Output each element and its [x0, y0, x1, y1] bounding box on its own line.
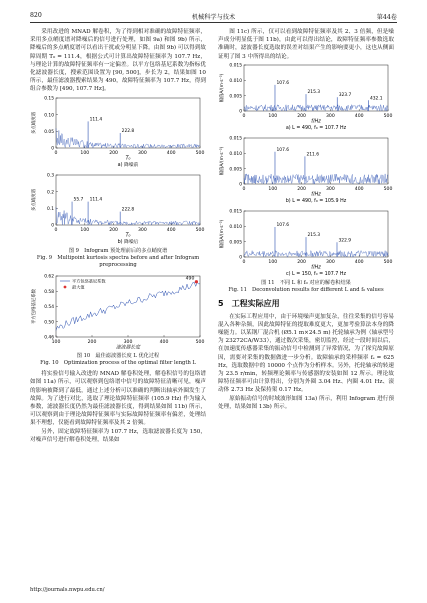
x-axis-label: 滤波器长度	[116, 345, 140, 351]
x-tick-label: 400	[166, 150, 176, 156]
max-point	[195, 280, 198, 283]
subfigure-label: a) L = 490, f₀ = 107.7 Hz	[285, 125, 347, 131]
x-axis-label: f/Hz	[311, 192, 321, 198]
x-tick-label: 0	[54, 227, 58, 233]
x-tick-label: 200	[297, 187, 306, 193]
annotation-label: 222.8	[121, 207, 135, 213]
x-tick-label: 200	[297, 260, 306, 266]
y-tick-label: 0	[239, 109, 242, 115]
y-tick-label: 0.15	[44, 96, 54, 102]
y-tick-label: 0.010	[229, 151, 242, 157]
subfigure-label: a) 降噪前	[117, 162, 139, 168]
x-tick-label: 200	[109, 227, 118, 233]
annotation-label: 107.6	[276, 223, 290, 229]
paragraph: 图 11c) 所示，仅可以看到故障特征频率及其 2、3 倍频，但是噪声成分明显低于图 11b)，由此可以得出结论，故障特征频率参数选取准确时，滤波器长度选取的误差对结果产生的影响要更小，这也从侧面证明了图 3 中所得出的结论。	[218, 29, 394, 60]
y-tick-label: 0.005	[229, 240, 242, 246]
plot-frame	[244, 65, 388, 111]
x-tick-label: 0	[242, 187, 246, 193]
x-tick-label: 300	[326, 187, 335, 193]
y-axis-label: 多点峭度谱	[32, 111, 37, 134]
journal-name: 机械科学与技术	[191, 14, 236, 21]
y-tick-label: 0.015	[229, 136, 242, 142]
x-axis-label: f/Hz	[311, 119, 321, 125]
x-tick-label: 0	[54, 150, 58, 156]
figure-caption: 图 11 不同 L 和 f₀ 对应的解卷积结果	[261, 280, 351, 287]
y-tick-label: 0.05	[44, 129, 54, 135]
right-column	[218, 28, 394, 411]
y-tick-label: 0.58	[44, 289, 54, 295]
y-tick-label: 0	[239, 255, 242, 261]
volume-label: 第44卷	[376, 14, 397, 21]
x-axis-label: f/Hz	[311, 265, 321, 271]
figure-caption: 图 9 Infogram 预处理前后的多点峭度谱	[68, 248, 168, 255]
x-tick-label: 0	[242, 113, 246, 119]
y-tick-label: 0	[239, 182, 242, 188]
x-axis-label: T₀	[125, 156, 131, 162]
x-tick-label: 100	[268, 260, 278, 266]
y-tick-label: 0.1	[47, 206, 54, 212]
x-tick-label: 100	[268, 187, 278, 193]
y-tick-label: 0.010	[229, 225, 242, 231]
y-tick-label: 0.010	[229, 78, 242, 84]
y-tick-label: 0.62	[44, 274, 54, 280]
chart-fig9b	[30, 171, 206, 245]
x-tick-label: 0	[242, 260, 246, 266]
subfigure-label: b) L = 490, f₀ = 105.9 Hz	[285, 199, 347, 205]
x-tick-label: 400	[166, 227, 176, 233]
y-axis-label: 幅值A/(m·s⁻²)	[220, 146, 225, 176]
x-tick-label: 300	[326, 260, 335, 266]
x-tick-label: 300	[326, 113, 335, 119]
plot-frame	[56, 98, 200, 148]
figure-caption-en: Fig. 11 Deconvolution results for different L and f₀ values	[228, 287, 384, 294]
annotation-label: 215.3	[307, 233, 321, 239]
annotation-label: 111.4	[89, 116, 103, 122]
figure-caption-en: Fig. 9 Multipoint kurtosis spectra before and after Infogram preprocessing	[36, 255, 200, 269]
x-tick-label: 100	[80, 227, 90, 233]
annotation-label: 322.9	[338, 238, 352, 244]
x-tick-label: 100	[51, 340, 61, 346]
paragraph: 原始振动信号的时域波形如图 13a) 所示，利用 Infogram 进行预处理，结果如图 13b) 所示。	[218, 395, 394, 410]
x-tick-label: 500	[195, 340, 205, 346]
y-tick-label: 0.005	[229, 94, 242, 100]
y-tick-label: 0.015	[229, 209, 242, 215]
x-tick-label: 200	[87, 340, 97, 346]
annotation-label: 107.6	[276, 80, 290, 86]
y-tick-label: 0	[51, 223, 54, 229]
y-tick-label: 0.54	[44, 305, 54, 311]
x-tick-label: 400	[354, 260, 364, 266]
annotation-label: 323.7	[338, 93, 352, 99]
subfigure-label: c) L = 150, f₀ = 107.7 Hz	[285, 272, 347, 278]
paragraph: 将实验信号输入改进的 MNAD 解卷积处理，解卷积信号的包络谱如图 11a) 所示，可以观察到包络谱中信号的故障特征清晰可见，噪声的影响被降到了最低，通过上述分析可以准确的判断出轴承外圈发生了故障。为了进行对比，选取了理论故障特征频率 (105.9 Hz) 作为输入参数，滤波器长度仍然为最佳滤波器长度，得到结果如图 11b) 所示，可以观察到由于理论故障特征频率与实际故障特征频率有偏差，处理结果不理想，仅能看到故障特征频率及其 2 倍频。	[30, 371, 206, 427]
x-tick-label: 200	[297, 113, 306, 119]
chart-fig9a	[30, 94, 206, 168]
series-line	[244, 174, 388, 184]
x-axis-label: T₀	[125, 233, 131, 239]
annotation-label: 215.3	[307, 89, 321, 95]
x-tick-label: 400	[354, 187, 364, 193]
annotation-label: 490	[185, 276, 195, 282]
chart-fig11c	[218, 207, 394, 277]
paragraph: 在实际工程应用中，由于环境噪声更加复杂，往往采集的信号容易混入各种杂频，因此故障特征的提取难度更大，更加考验算法本身的降噪能力。以某钢厂混合机 (Ø5.1 m×24.5 m) 托轮轴承为例（轴承型号为 23272CA/W33），通过数次采集，密切监控，经过一段时间以后，在加速度传感器采集的振动信号中检测到了异常情况，为了探究故障原因，需要对采集的数据做进一步分析。故障轴承的采样频率 fₛ = 625 Hz，选取数据中的 10000 个点作为分析样本。另外，托轮轴承的转速为 23.5 r/min，转频理论频率与传感器的安装如图 12 所示。理论故障特征频率可由计算得出，分别为外圈 3.04 Hz、内圈 4.01 Hz、滚动体 2.73 Hz 及保持架 0.17 Hz。	[218, 313, 394, 394]
page-number: 820	[30, 12, 42, 19]
x-tick-label: 100	[80, 150, 90, 156]
x-tick-label: 500	[383, 260, 393, 266]
series-line	[244, 251, 388, 257]
chart-fig10	[30, 272, 206, 350]
legend-marker	[64, 286, 67, 289]
annotation-label: 211.6	[306, 152, 320, 158]
y-tick-label: 0	[51, 146, 54, 152]
x-tick-label: 200	[109, 150, 118, 156]
y-tick-label: 0.2	[47, 190, 54, 196]
y-axis-label: 幅值A/(m·s⁻²)	[220, 219, 225, 249]
left-column	[30, 28, 206, 444]
annotation-label: 107.6	[276, 147, 290, 153]
y-tick-label: 0.015	[229, 63, 242, 69]
series-line	[244, 105, 388, 111]
figure-caption: 图 10 最佳滤波器长度 L 优化过程	[76, 353, 160, 360]
legend-label: 平方包络基尼系数	[72, 278, 106, 284]
chart-fig11a	[218, 61, 394, 131]
x-tick-label: 300	[138, 150, 147, 156]
y-axis-label: 幅值A/(m·s⁻²)	[220, 73, 225, 103]
paragraph: 采用改进的 MNAD 解卷积，为了得到相对准确的故障特征频率，采用多点峭度谱对降噪后的信号进行处理，如图 9a) 和图 9b) 所示，降噪后的多点峭度谱可以看出干扰或分明显下降。由图 9b) 可以得到故障周期 T₀ = 111.4，根据公式可计算出故障特征频率为 107.7 Hz，与理论计算的故障特征频率有一定偏差。以平方包络基尼系数为指标优化滤波器长度，搜索范围设置为 [90, 500]，步长为 2，结果如图 10 所示，最佳滤波器搜索结果为 490，故障特征频率为 107.7 Hz，得到组合参数为 [490, 107.7 Hz]。	[30, 29, 206, 93]
figure-caption-en: Fig. 10 Optimization process of the optimal filter length L	[40, 360, 196, 367]
x-tick-label: 300	[123, 340, 133, 346]
x-tick-label: 500	[383, 187, 393, 193]
y-axis-label: 多点峭度谱	[32, 188, 37, 211]
page-header	[30, 10, 397, 23]
y-tick-label: 0.005	[229, 167, 242, 173]
x-tick-label: 300	[138, 227, 147, 233]
x-tick-label: 100	[268, 113, 278, 119]
subfigure-label: b) 降噪后	[117, 239, 139, 245]
section-title: 5 工程实际应用	[218, 299, 280, 309]
y-axis-label: 平方包络基尼系数	[32, 288, 37, 325]
footer-url: http://journals.nwpu.edu.cn/	[30, 587, 105, 593]
chart-fig11b	[218, 134, 394, 204]
y-tick-label: 0.50	[44, 320, 54, 326]
paragraph: 另外，固定故障特征频率为 107.7 Hz，选取滤波器长度为 150，对噪声信号进行解卷积处理，结果如	[30, 428, 206, 443]
annotation-label: 222.8	[121, 128, 135, 134]
y-tick-label: 0.3	[47, 173, 54, 179]
x-tick-label: 500	[195, 227, 205, 233]
annotation-label: 111.4	[89, 197, 103, 203]
annotation-label: 432.1	[369, 96, 383, 102]
x-tick-label: 400	[354, 113, 364, 119]
y-tick-label: 0.46	[44, 335, 54, 341]
x-tick-label: 500	[195, 150, 205, 156]
annotation-label: 55.7	[73, 197, 84, 203]
x-tick-label: 400	[159, 340, 169, 346]
legend-label: 最大值	[72, 284, 85, 290]
y-tick-label: 0.10	[44, 112, 54, 118]
x-tick-label: 500	[383, 113, 393, 119]
